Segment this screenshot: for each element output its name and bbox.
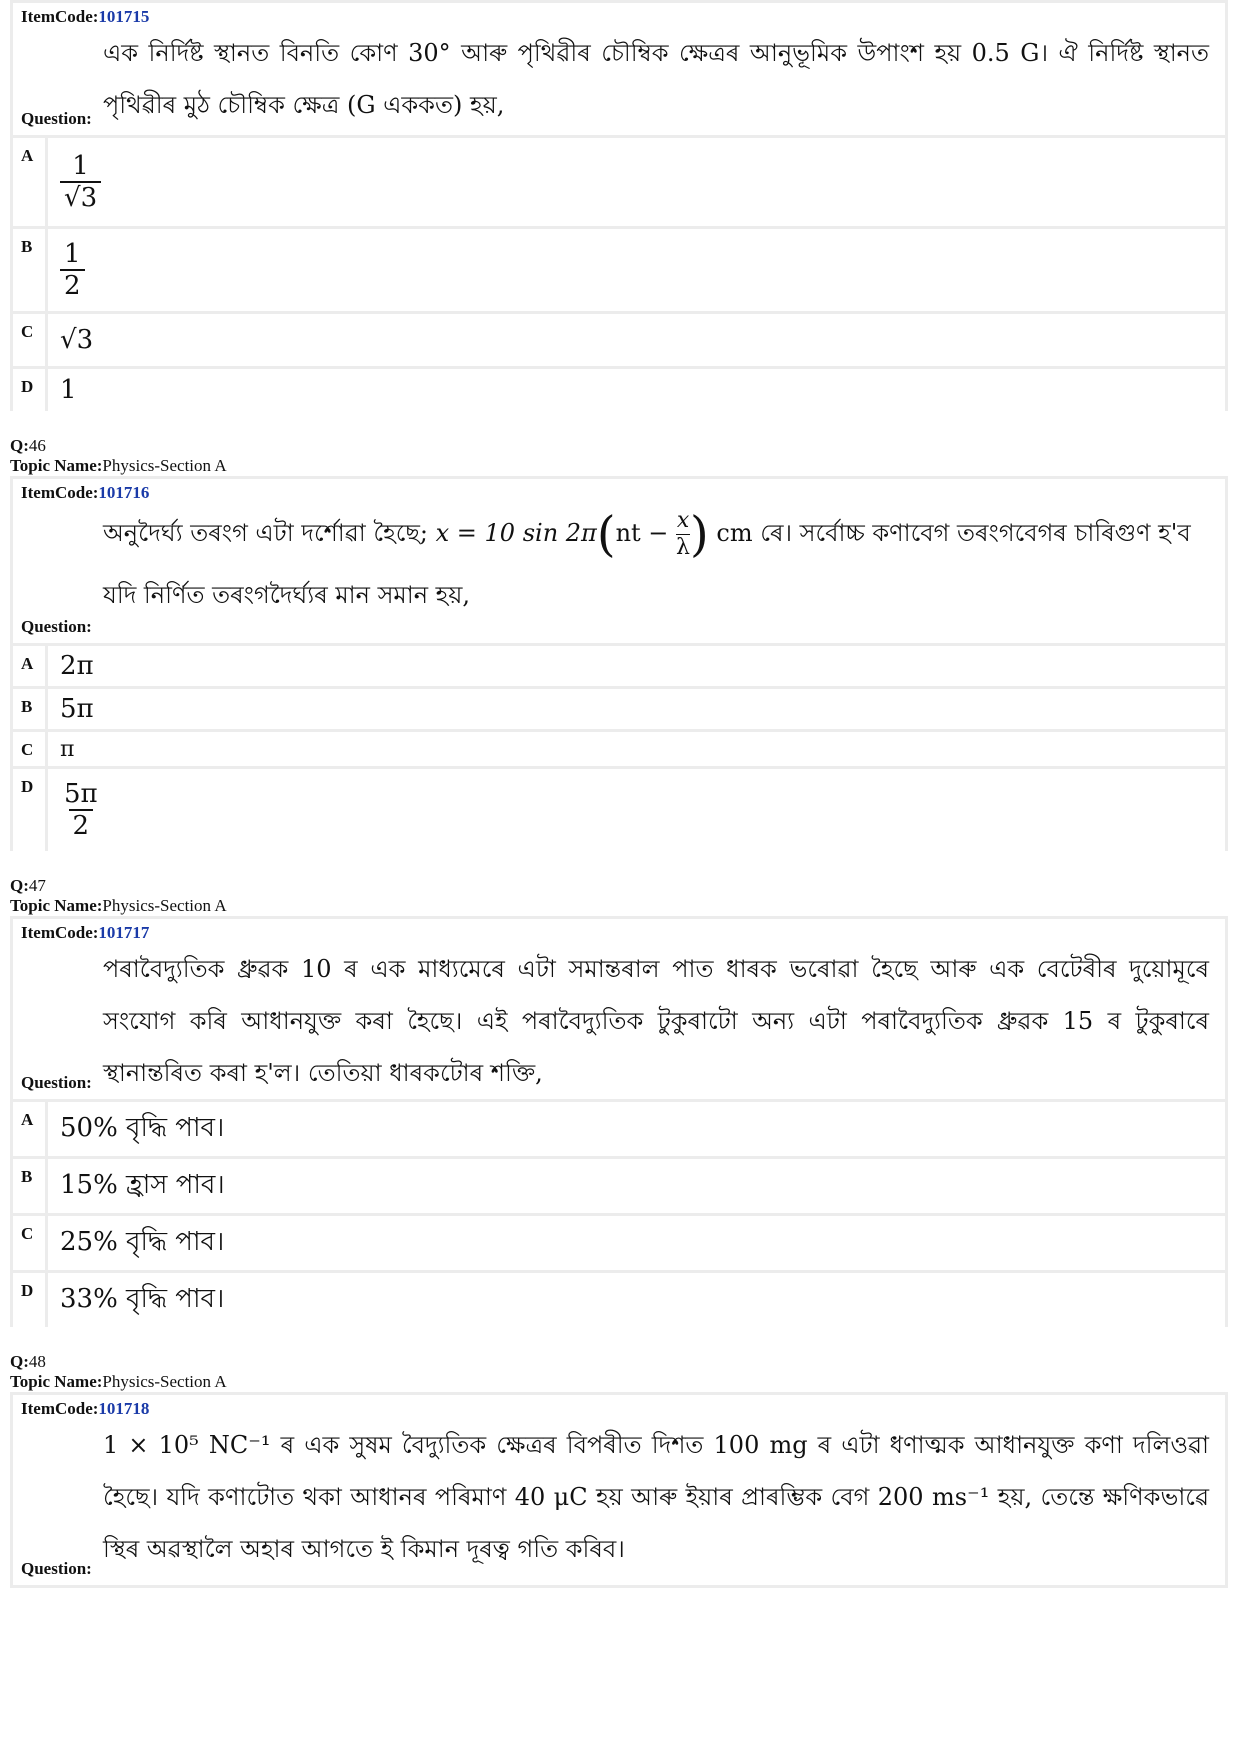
option-c bbox=[13, 732, 1225, 766]
option-c bbox=[13, 314, 1225, 366]
option-fraction: $\frac{1}{√3}$ bbox=[60, 151, 101, 213]
question-label: Question: bbox=[21, 1073, 92, 1092]
question-header-48: Q:48 Topic Name:Physics-Section A bbox=[10, 1352, 227, 1391]
option-letter: A bbox=[21, 654, 34, 673]
question-label: Question: bbox=[21, 109, 92, 128]
question-header-47: Q:47 Topic Name:Physics-Section A bbox=[10, 876, 227, 915]
option-b bbox=[13, 229, 1225, 311]
question-text: এক নিৰ্দিষ্ট স্থানত বিনতি কোণ 30° আৰু পৃথিৱীৰ চৌম্বিক ক্ষেত্ৰৰ আনুভূমিক উপাংশ হয় 0.5 G। ঐ নিৰ্দিষ্ট স্থানত পৃথিৱীৰ মুঠ চৌম্বিক ক্ষেত্ৰ (G এককত) হয়, bbox=[103, 39, 1209, 119]
itemcode: ItemCode:101715 bbox=[21, 7, 150, 26]
question-text: 1 × 10⁵ NC⁻¹ ৰ এক সুষম বৈদ্যুতিক ক্ষেত্ৰৰ বিপৰীত দিশত 100 mg ৰ এটা ধণাত্মক আধানযুক্ত কণা দলিওৱা হৈছে। যদি কণাটোত থকা আধানৰ পৰিমাণ 40 μC হয় আৰু ইয়াৰ প্ৰাৰম্ভিক বেগ 200 ms⁻¹ হয়, তেন্তে ক্ষণিকভাৱে স্থিৰ অৱস্থালৈ অহাৰ আগতে ই কিমান দূৰত্ব গতি কৰিব। bbox=[103, 1431, 1209, 1563]
option-letter: D bbox=[21, 377, 34, 396]
question-stem bbox=[13, 479, 1225, 643]
question-stem bbox=[13, 919, 1225, 1099]
itemcode-value: 101718 bbox=[98, 1399, 150, 1418]
itemcode: ItemCode:101716 bbox=[21, 483, 150, 502]
itemcode-value: 101716 bbox=[98, 483, 150, 502]
option-letter: B bbox=[21, 237, 33, 256]
question-block-47 bbox=[10, 916, 1228, 1327]
question-text: অনুদৈৰ্ঘ্য তৰংগ এটা দৰ্শোৱা হৈছে; x = 10 sin 2π(nt − $\frac{x}{\lambda}$ ) cm ৰে। সৰ্বোচ্চ কণাবেগ তৰংগবেগৰ চাৰিগুণ হ'ব যদি নিৰ্ণিত তৰংগদৈৰ্ঘ্যৰ মান সমান হয়, bbox=[103, 506, 1191, 609]
itemcode-value: 101715 bbox=[98, 7, 150, 26]
question-stem bbox=[13, 3, 1225, 135]
topic-name: Physics-Section A bbox=[102, 1372, 227, 1391]
option-letter: D bbox=[21, 777, 34, 796]
option-letter: B bbox=[21, 1167, 33, 1186]
question-stem bbox=[13, 1395, 1225, 1585]
option-b bbox=[13, 689, 1225, 729]
question-label: Question: bbox=[21, 1559, 92, 1578]
option-b bbox=[13, 1159, 1225, 1213]
itemcode-value: 101717 bbox=[98, 923, 150, 942]
option-text: √3 bbox=[60, 325, 94, 355]
question-block-45 bbox=[10, 0, 1228, 411]
option-fraction: $\frac{1}{2}$ bbox=[60, 239, 85, 301]
question-label: Question: bbox=[21, 617, 92, 636]
option-letter: C bbox=[21, 1224, 34, 1243]
option-letter: C bbox=[21, 322, 34, 341]
option-a bbox=[13, 646, 1225, 686]
question-block-48 bbox=[10, 1392, 1228, 1588]
option-letter: C bbox=[21, 740, 34, 759]
option-text: 50% বৃদ্ধি পাব। bbox=[60, 1113, 225, 1143]
option-letter: D bbox=[21, 1281, 34, 1300]
itemcode: ItemCode:101717 bbox=[21, 923, 150, 942]
option-text: 33% বৃদ্ধি পাব। bbox=[60, 1284, 225, 1314]
option-d bbox=[13, 769, 1225, 851]
option-letter: B bbox=[21, 697, 33, 716]
question-header-46: Q:46 Topic Name:Physics-Section A bbox=[10, 436, 227, 475]
equation: x = 10 sin 2π(nt − $\frac{x}{\lambda}$ ) bbox=[435, 506, 709, 563]
option-text: 1 bbox=[60, 375, 77, 405]
option-letter: A bbox=[21, 146, 34, 165]
option-d bbox=[13, 1273, 1225, 1327]
option-text: 2π bbox=[60, 651, 94, 681]
option-d bbox=[13, 369, 1225, 411]
option-fraction: $\frac{5\pi}{2}$ bbox=[64, 779, 98, 841]
question-block-46 bbox=[10, 476, 1228, 851]
question-number: 47 bbox=[28, 876, 46, 895]
question-text: পৰাবৈদ্যুতিক ধ্ৰুৱক 10 ৰ এক মাধ্যমেৰে এটা সমান্তৰাল পাত ধাৰক ভৰোৱা হৈছে আৰু এক বেটেৰীৰ দুয়োমূৰে সংযোগ কৰি আধানযুক্ত কৰা হৈছে। এই পৰাবৈদ্যুতিক টুকুৰাটো অন্য এটা পৰাবৈদ্যুতিক ধ্ৰুৱক 15 ৰ টুকুৰাৰে স্থানান্তৰিত কৰা হ'ল। তেতিয়া ধাৰকটোৰ শক্তি, bbox=[103, 955, 1209, 1087]
topic-name: Physics-Section A bbox=[102, 896, 227, 915]
option-a bbox=[13, 138, 1225, 226]
option-text: 15% হ্ৰাস পাব। bbox=[60, 1170, 225, 1200]
option-letter: A bbox=[21, 1110, 34, 1129]
option-c bbox=[13, 1216, 1225, 1270]
question-number: 48 bbox=[28, 1352, 46, 1371]
option-a bbox=[13, 1102, 1225, 1156]
itemcode: ItemCode:101718 bbox=[21, 1399, 150, 1418]
option-text: 25% বৃদ্ধি পাব। bbox=[60, 1227, 225, 1257]
option-text: 5π bbox=[60, 694, 94, 724]
topic-name: Physics-Section A bbox=[102, 456, 227, 475]
question-number: 46 bbox=[28, 436, 46, 455]
option-text: π bbox=[60, 736, 75, 762]
